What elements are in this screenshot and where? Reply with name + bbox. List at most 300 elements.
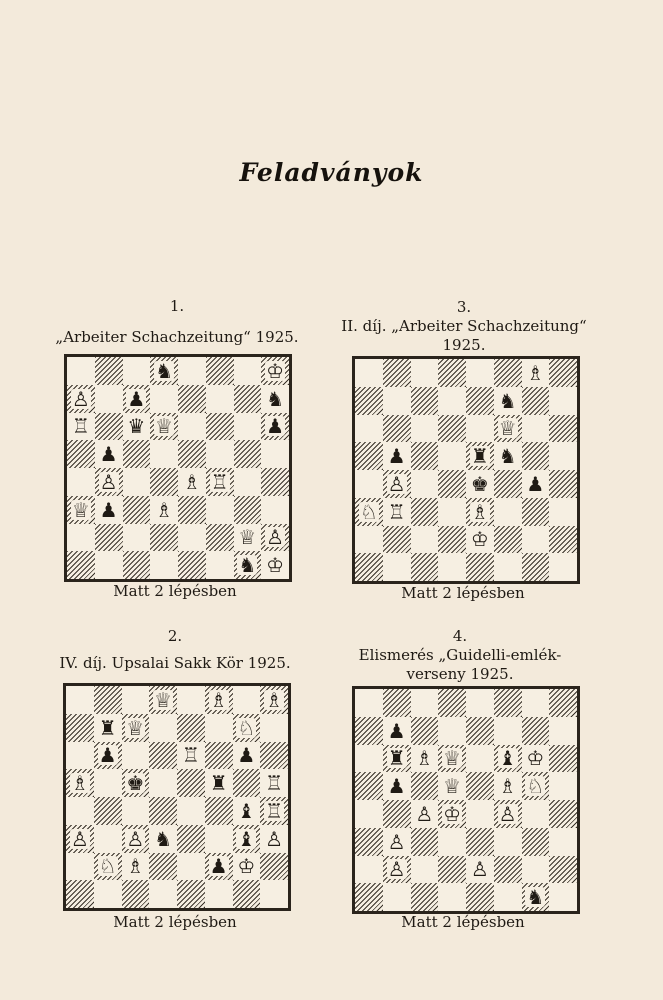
black-pawn-icon: ♟ <box>98 743 117 768</box>
white-king-icon: ♔ <box>443 801 462 826</box>
board-square <box>94 714 122 742</box>
board-square <box>549 415 577 443</box>
board-square <box>122 686 150 714</box>
board-square <box>123 496 151 524</box>
board-square <box>466 856 494 884</box>
board-square <box>522 883 550 911</box>
board-square <box>261 524 289 552</box>
white-pawn-icon: ♙ <box>470 857 489 882</box>
black-knight-icon: ♞ <box>266 386 285 411</box>
board-square <box>522 470 550 498</box>
board-square <box>260 797 288 825</box>
board-square <box>438 856 466 884</box>
problem-number: 1. <box>169 297 185 315</box>
black-knight-icon: ♞ <box>238 553 257 578</box>
board-square <box>549 498 577 526</box>
board-square <box>95 468 123 496</box>
black-pawn-icon: ♟ <box>127 386 146 411</box>
board-square <box>206 468 234 496</box>
white-bishop-icon: ♗ <box>470 499 489 524</box>
board-square <box>494 553 522 581</box>
board-square <box>383 415 411 443</box>
board-square <box>95 524 123 552</box>
white-rook-icon: ♖ <box>71 414 90 439</box>
white-pawn-icon: ♙ <box>265 826 284 851</box>
board-square <box>411 415 439 443</box>
board-square <box>411 359 439 387</box>
board-square <box>149 880 177 908</box>
board-square <box>438 387 466 415</box>
board-square <box>438 828 466 856</box>
board-square <box>411 883 439 911</box>
board-square <box>66 880 94 908</box>
white-king-icon: ♔ <box>526 746 545 771</box>
board-square <box>178 524 206 552</box>
board-square <box>94 769 122 797</box>
board-square <box>438 717 466 745</box>
board-square <box>150 413 178 441</box>
board-square <box>234 551 262 579</box>
white-queen-icon: ♕ <box>238 525 257 550</box>
board-square <box>411 717 439 745</box>
white-queen-icon: ♕ <box>71 497 90 522</box>
board-square <box>150 496 178 524</box>
board-square <box>233 714 261 742</box>
board-square <box>122 797 150 825</box>
board-square <box>438 498 466 526</box>
board-square <box>205 853 233 881</box>
board-square <box>383 526 411 554</box>
board-square <box>522 800 550 828</box>
board-square <box>522 856 550 884</box>
black-pawn-icon: ♟ <box>237 743 256 768</box>
board-square <box>466 828 494 856</box>
board-square <box>494 470 522 498</box>
problem-number: 2. <box>167 627 183 645</box>
board-square <box>549 442 577 470</box>
board-square <box>206 551 234 579</box>
white-pawn-icon: ♙ <box>415 801 434 826</box>
board-square <box>233 769 261 797</box>
board-square <box>177 742 205 770</box>
board-square <box>177 769 205 797</box>
board-square <box>234 413 262 441</box>
board-square <box>150 385 178 413</box>
board-square <box>549 689 577 717</box>
board-square <box>95 413 123 441</box>
board-square <box>178 551 206 579</box>
board-square <box>411 553 439 581</box>
board-square <box>66 769 94 797</box>
board-square <box>95 496 123 524</box>
white-king-icon: ♔ <box>266 553 285 578</box>
board-square <box>261 385 289 413</box>
white-rook-icon: ♖ <box>265 771 284 796</box>
board-square <box>549 553 577 581</box>
board-square <box>95 551 123 579</box>
board-square <box>522 745 550 773</box>
board-square <box>67 496 95 524</box>
board-square <box>261 440 289 468</box>
board-square <box>94 853 122 881</box>
board-square <box>438 800 466 828</box>
white-knight-icon: ♘ <box>237 715 256 740</box>
board-square <box>466 745 494 773</box>
black-rook-icon: ♜ <box>209 771 228 796</box>
board-square <box>494 689 522 717</box>
board-square <box>466 883 494 911</box>
white-pawn-icon: ♙ <box>99 469 118 494</box>
problem-2-header <box>50 627 300 673</box>
black-knight-icon: ♞ <box>498 444 517 469</box>
board-square <box>494 442 522 470</box>
black-pawn-icon: ♟ <box>99 442 118 467</box>
white-pawn-icon: ♙ <box>70 826 89 851</box>
board-square <box>355 856 383 884</box>
black-pawn-icon: ♟ <box>266 414 285 439</box>
board-square <box>206 440 234 468</box>
problem-footer: Matt 2 lépésben <box>401 913 525 931</box>
board-square <box>355 470 383 498</box>
board-square <box>355 717 383 745</box>
white-pawn-icon: ♙ <box>387 857 406 882</box>
board-square <box>149 714 177 742</box>
board-square <box>522 526 550 554</box>
white-bishop-icon: ♗ <box>526 360 545 385</box>
board-square <box>178 496 206 524</box>
board-square <box>383 689 411 717</box>
board-square <box>549 800 577 828</box>
board-square <box>355 745 383 773</box>
board-square <box>522 359 550 387</box>
board-square <box>234 524 262 552</box>
board-square <box>260 853 288 881</box>
board-square <box>383 883 411 911</box>
board-square <box>233 797 261 825</box>
board-square <box>149 797 177 825</box>
board-square <box>494 745 522 773</box>
board-square <box>177 880 205 908</box>
white-bishop-icon: ♗ <box>498 774 517 799</box>
board-square <box>438 442 466 470</box>
board-square <box>150 468 178 496</box>
board-square <box>177 853 205 881</box>
board-square <box>522 828 550 856</box>
black-bishop-icon: ♝ <box>237 798 256 823</box>
board-square <box>149 769 177 797</box>
board-square <box>234 496 262 524</box>
board-square <box>494 498 522 526</box>
board-square <box>383 553 411 581</box>
board-square <box>411 526 439 554</box>
white-queen-icon: ♕ <box>155 414 174 439</box>
board-square <box>466 717 494 745</box>
board-square <box>411 689 439 717</box>
chess-board-1 <box>64 354 292 582</box>
board-square <box>261 551 289 579</box>
board-square <box>206 496 234 524</box>
board-square <box>355 526 383 554</box>
board-square <box>123 468 151 496</box>
board-square <box>411 470 439 498</box>
board-square <box>355 772 383 800</box>
white-bishop-icon: ♗ <box>182 469 201 494</box>
board-square <box>67 551 95 579</box>
board-square <box>260 686 288 714</box>
board-square <box>466 689 494 717</box>
board-square <box>205 742 233 770</box>
board-square <box>411 772 439 800</box>
white-bishop-icon: ♗ <box>155 497 174 522</box>
board-square <box>466 415 494 443</box>
board-square <box>355 442 383 470</box>
board-square <box>206 524 234 552</box>
board-square <box>549 359 577 387</box>
page-title: Feladványok <box>239 158 424 187</box>
white-knight-icon: ♘ <box>359 499 378 524</box>
black-pawn-icon: ♟ <box>387 444 406 469</box>
board-square <box>494 828 522 856</box>
board-square <box>122 880 150 908</box>
white-rook-icon: ♖ <box>387 499 406 524</box>
board-square <box>494 883 522 911</box>
board-square <box>260 825 288 853</box>
board-square <box>522 717 550 745</box>
board-square <box>438 553 466 581</box>
board-square <box>149 825 177 853</box>
board-square <box>206 413 234 441</box>
chess-board-2 <box>63 683 291 911</box>
white-bishop-icon: ♗ <box>209 687 228 712</box>
board-square <box>234 440 262 468</box>
board-square <box>494 526 522 554</box>
board-square <box>150 440 178 468</box>
board-square <box>205 714 233 742</box>
board-square <box>206 385 234 413</box>
black-knight-icon: ♞ <box>155 358 174 383</box>
white-king-icon: ♔ <box>266 358 285 383</box>
board-square <box>66 714 94 742</box>
board-square <box>95 440 123 468</box>
board-square <box>549 745 577 773</box>
board-square <box>122 714 150 742</box>
board-square <box>383 442 411 470</box>
white-pawn-icon: ♙ <box>498 801 517 826</box>
board-square <box>549 772 577 800</box>
board-square <box>494 415 522 443</box>
board-square <box>383 717 411 745</box>
board-square <box>205 686 233 714</box>
board-square <box>67 413 95 441</box>
board-square <box>355 415 383 443</box>
board-square <box>438 745 466 773</box>
black-bishop-icon: ♝ <box>237 826 256 851</box>
board-square <box>494 800 522 828</box>
black-bishop-icon: ♝ <box>498 746 517 771</box>
board-square <box>178 413 206 441</box>
white-queen-icon: ♕ <box>126 715 145 740</box>
black-rook-icon: ♜ <box>470 444 489 469</box>
board-square <box>411 442 439 470</box>
board-square <box>383 745 411 773</box>
board-square <box>234 357 262 385</box>
board-square <box>549 387 577 415</box>
problem-caption: „Arbeiter Schachzeitung“ 1925. <box>55 328 299 346</box>
board-square <box>494 387 522 415</box>
white-queen-icon: ♕ <box>154 687 173 712</box>
board-square <box>123 385 151 413</box>
problem-caption: II. díj. „Arbeiter Schachzeitung“ 1925. <box>341 317 587 354</box>
board-square <box>522 553 550 581</box>
board-square <box>466 772 494 800</box>
board-square <box>94 880 122 908</box>
board-square <box>466 800 494 828</box>
board-square <box>178 440 206 468</box>
board-square <box>466 553 494 581</box>
board-square <box>383 387 411 415</box>
board-square <box>94 825 122 853</box>
board-square <box>122 769 150 797</box>
board-square <box>466 387 494 415</box>
board-square <box>355 883 383 911</box>
board-square <box>522 772 550 800</box>
board-square <box>438 689 466 717</box>
white-bishop-icon: ♗ <box>415 746 434 771</box>
black-pawn-icon: ♟ <box>387 774 406 799</box>
board-square <box>522 442 550 470</box>
board-square <box>206 357 234 385</box>
board-square <box>549 526 577 554</box>
board-square <box>383 359 411 387</box>
board-square <box>355 359 383 387</box>
black-queen-icon: ♛ <box>127 414 146 439</box>
board-square <box>67 524 95 552</box>
problem-3-header <box>333 298 595 355</box>
board-square <box>150 551 178 579</box>
board-square <box>67 468 95 496</box>
board-square <box>355 828 383 856</box>
board-square <box>522 415 550 443</box>
board-square <box>177 797 205 825</box>
board-square <box>438 359 466 387</box>
board-square <box>438 883 466 911</box>
board-square <box>122 825 150 853</box>
board-square <box>94 797 122 825</box>
white-pawn-icon: ♙ <box>387 471 406 496</box>
board-square <box>66 686 94 714</box>
board-square <box>494 359 522 387</box>
black-pawn-icon: ♟ <box>99 497 118 522</box>
board-square <box>94 686 122 714</box>
white-queen-icon: ♕ <box>443 774 462 799</box>
board-square <box>438 415 466 443</box>
board-square <box>383 470 411 498</box>
problem-4-header <box>345 627 575 684</box>
board-square <box>233 742 261 770</box>
board-square <box>466 442 494 470</box>
board-square <box>177 714 205 742</box>
board-square <box>150 357 178 385</box>
board-square <box>261 496 289 524</box>
board-square <box>149 853 177 881</box>
white-queen-icon: ♕ <box>498 416 517 441</box>
white-bishop-icon: ♗ <box>70 771 89 796</box>
board-square <box>383 800 411 828</box>
problem-footer: Matt 2 lépésben <box>113 913 237 931</box>
problem-1-header <box>52 297 302 347</box>
white-pawn-icon: ♙ <box>387 829 406 854</box>
board-square <box>383 772 411 800</box>
problem-footer: Matt 2 lépésben <box>113 582 237 600</box>
white-queen-icon: ♕ <box>443 746 462 771</box>
board-square <box>177 686 205 714</box>
white-knight-icon: ♘ <box>98 854 117 879</box>
board-square <box>261 413 289 441</box>
board-square <box>122 742 150 770</box>
black-rook-icon: ♜ <box>387 746 406 771</box>
board-square <box>177 825 205 853</box>
board-square <box>123 440 151 468</box>
board-square <box>233 825 261 853</box>
board-square <box>383 856 411 884</box>
board-square <box>66 825 94 853</box>
board-square <box>234 385 262 413</box>
board-square <box>355 689 383 717</box>
chess-board-3 <box>352 356 580 584</box>
board-square <box>522 689 550 717</box>
board-square <box>383 498 411 526</box>
board-square <box>355 498 383 526</box>
board-square <box>522 387 550 415</box>
board-square <box>123 524 151 552</box>
board-square <box>67 440 95 468</box>
board-square <box>494 772 522 800</box>
board-square <box>205 825 233 853</box>
black-knight-icon: ♞ <box>526 885 545 910</box>
board-square <box>205 797 233 825</box>
chess-board-4 <box>352 686 580 914</box>
board-square <box>66 853 94 881</box>
board-square <box>549 856 577 884</box>
board-square <box>178 357 206 385</box>
board-square <box>150 524 178 552</box>
board-square <box>260 742 288 770</box>
board-square <box>178 385 206 413</box>
board-square <box>494 856 522 884</box>
board-square <box>411 745 439 773</box>
board-square <box>466 359 494 387</box>
board-square <box>233 880 261 908</box>
black-king-icon: ♚ <box>470 471 489 496</box>
board-square <box>260 769 288 797</box>
black-king-icon: ♚ <box>126 771 145 796</box>
board-square <box>549 828 577 856</box>
white-rook-icon: ♖ <box>210 469 229 494</box>
board-square <box>522 498 550 526</box>
board-square <box>149 686 177 714</box>
white-pawn-icon: ♙ <box>71 386 90 411</box>
board-square <box>94 742 122 770</box>
board-square <box>261 357 289 385</box>
white-rook-icon: ♖ <box>265 798 284 823</box>
problem-footer: Matt 2 lépésben <box>401 584 525 602</box>
white-bishop-icon: ♗ <box>126 854 145 879</box>
black-rook-icon: ♜ <box>98 715 117 740</box>
board-square <box>411 856 439 884</box>
board-square <box>494 717 522 745</box>
board-square <box>355 387 383 415</box>
black-pawn-icon: ♟ <box>387 718 406 743</box>
